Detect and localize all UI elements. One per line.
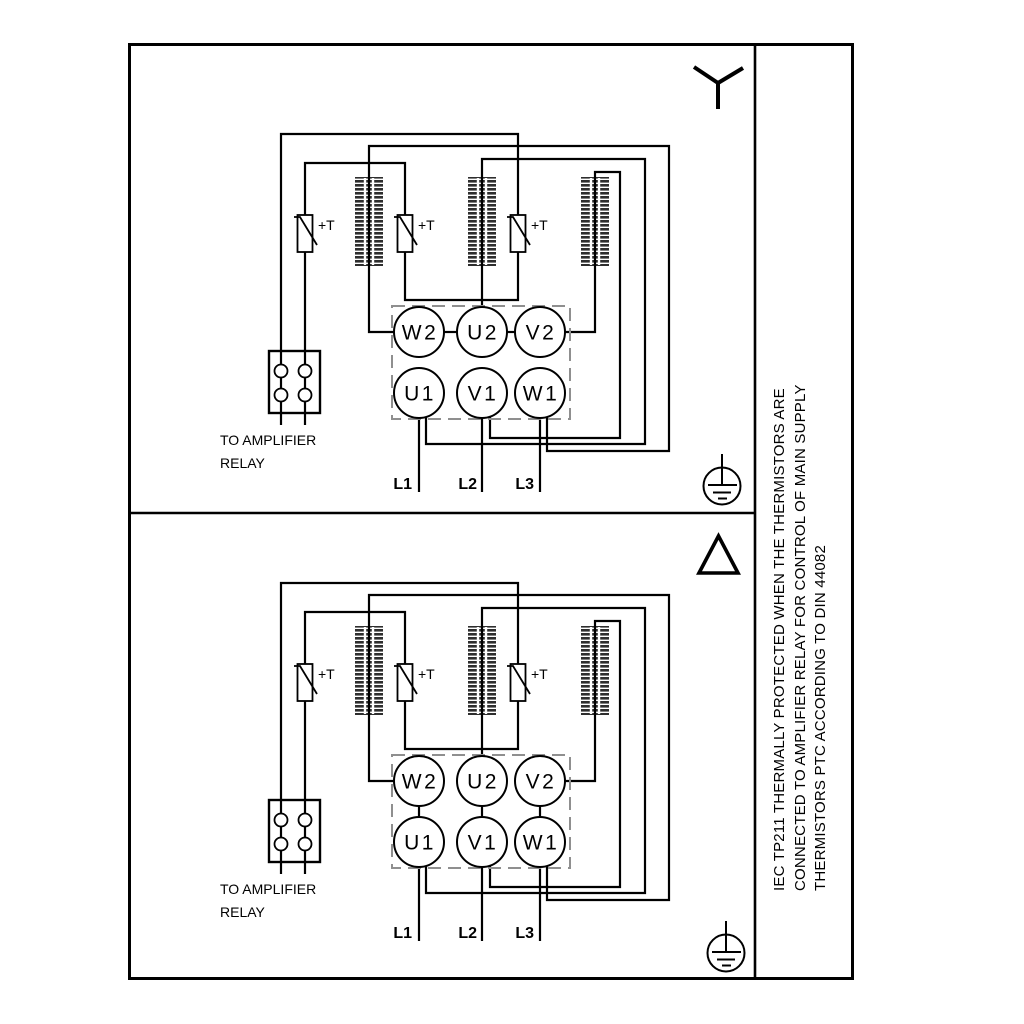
terminal-label-V1: V1 — [467, 382, 499, 406]
supply-label-L2: L2 — [458, 925, 477, 942]
thermistor-label: +T — [318, 666, 335, 682]
earth-ground-icon — [708, 921, 745, 972]
sidebar-note-line2: CONNECTED TO AMPLIFIER RELAY FOR CONTROL OF MAIN SUPPLY — [791, 384, 809, 891]
supply-label-L1: L1 — [393, 476, 412, 493]
panel-delta — [269, 536, 745, 972]
terminal-label-W1: W1 — [522, 831, 560, 855]
thermistor-label: +T — [531, 666, 548, 682]
panel-delta-labels — [220, 666, 559, 942]
thermistor-label: +T — [531, 217, 548, 233]
terminal-label-V2: V2 — [525, 770, 557, 794]
sidebar-note-line3: THERMISTORS PTC ACCORDING TO DIN 44082 — [812, 544, 829, 891]
terminal-label-U1: U1 — [404, 382, 436, 406]
thermistor-label: +T — [418, 666, 435, 682]
earth-ground-icon — [704, 454, 741, 505]
panel-star — [269, 67, 743, 505]
relay-caption-line1: TO AMPLIFIER — [220, 432, 317, 448]
delta-symbol-icon — [699, 536, 738, 573]
thermistor-label: +T — [418, 217, 435, 233]
panel-star-labels — [220, 217, 559, 493]
supply-label-L1: L1 — [393, 925, 412, 942]
sidebar-note — [770, 371, 832, 891]
supply-label-L3: L3 — [515, 476, 534, 493]
delta-vertical-links — [419, 806, 540, 817]
terminal-label-W2: W2 — [401, 321, 439, 345]
terminal-label-U1: U1 — [404, 831, 436, 855]
terminal-label-V1: V1 — [467, 831, 499, 855]
terminal-label-W1: W1 — [522, 382, 560, 406]
terminal-label-V2: V2 — [525, 321, 557, 345]
terminal-label-U2: U2 — [467, 321, 499, 345]
supply-label-L2: L2 — [458, 476, 477, 493]
terminal-label-W2: W2 — [401, 770, 439, 794]
relay-caption-line2: RELAY — [220, 455, 265, 471]
relay-caption-line2: RELAY — [220, 904, 265, 920]
relay-caption-line1: TO AMPLIFIER — [220, 881, 317, 897]
supply-label-L3: L3 — [515, 925, 534, 942]
sidebar-note-line1: IEC TP211 THERMALLY PROTECTED WHEN THE THERMISTORS ARE — [771, 388, 788, 891]
thermistor-label: +T — [318, 217, 335, 233]
terminal-label-U2: U2 — [467, 770, 499, 794]
wye-symbol-icon — [694, 67, 743, 109]
